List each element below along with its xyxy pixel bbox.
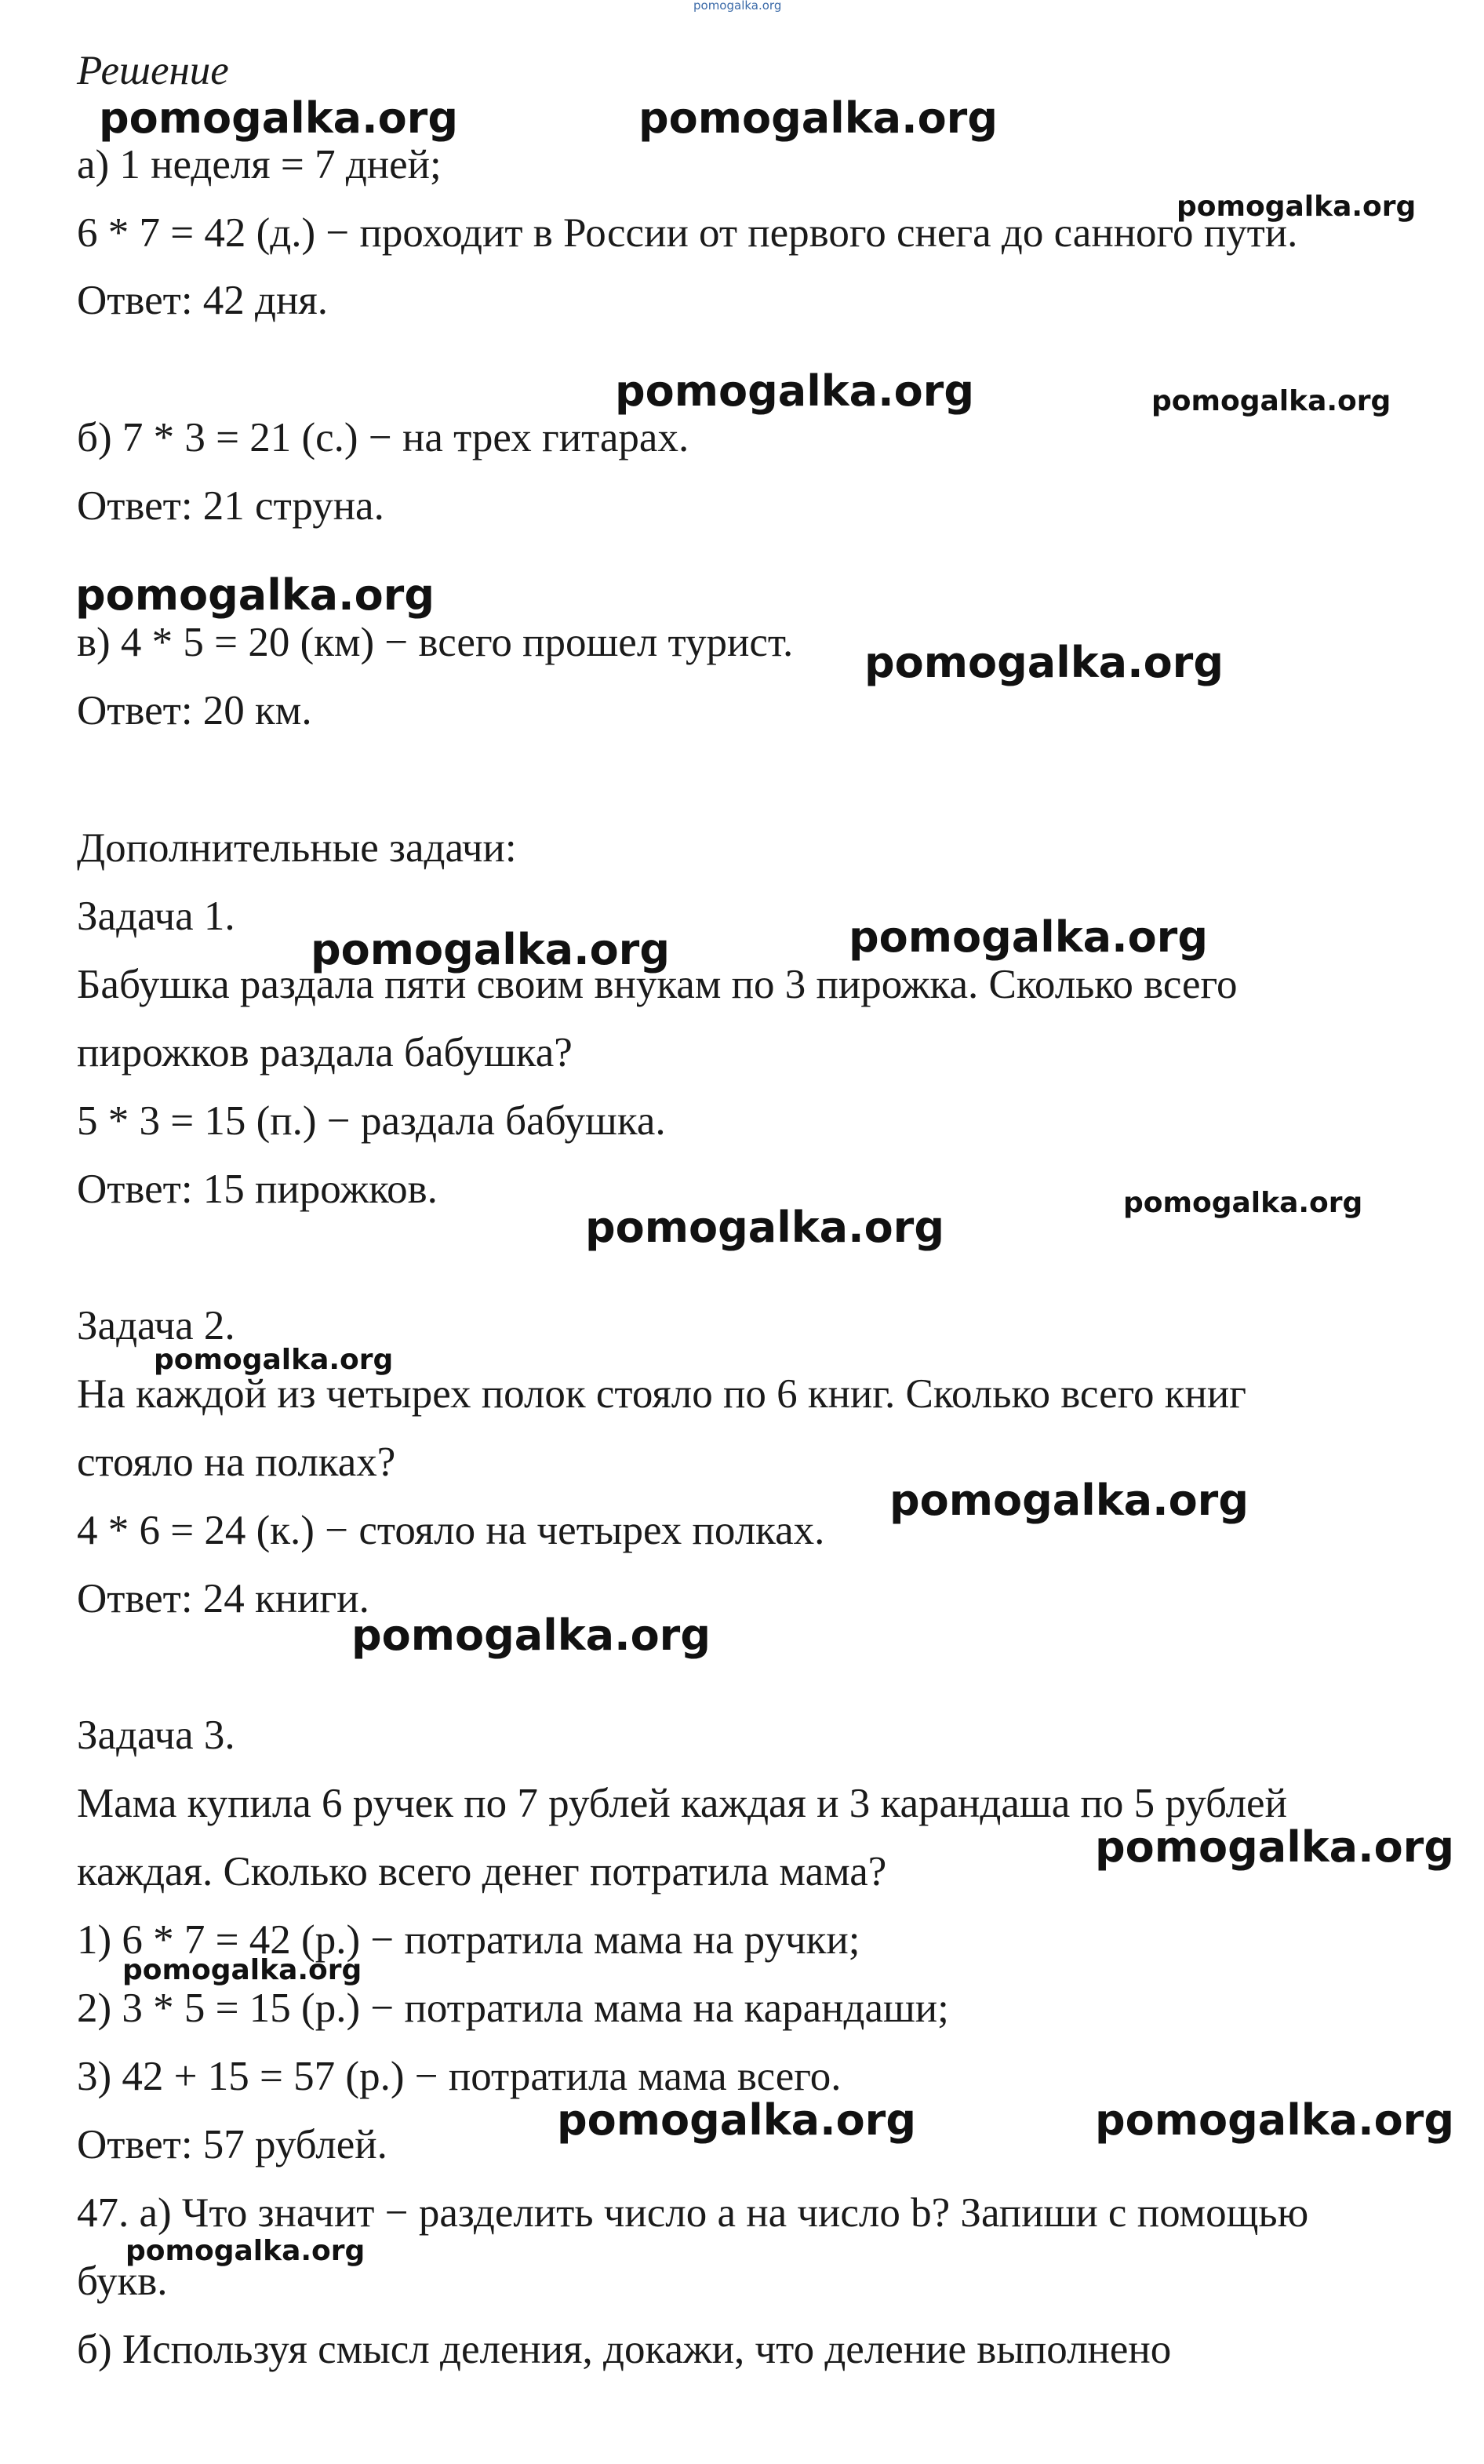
- text-line: 3) 42 + 15 = 57 (р.) − потратила мама всего.: [77, 2054, 842, 2099]
- text-line: 4 * 6 = 24 (к.) − стояло на четырех полках.: [77, 1508, 825, 1553]
- watermark: pomogalka.org: [1151, 385, 1391, 417]
- watermark: pomogalka.org: [125, 2235, 366, 2267]
- watermark: pomogalka.org: [99, 93, 458, 143]
- text-line: каждая. Сколько всего денег потратила мама?: [77, 1849, 887, 1894]
- watermark: pomogalka.org: [1095, 2095, 1454, 2145]
- text-line: б) 7 * 3 = 21 (с.) − на трех гитарах.: [77, 415, 689, 460]
- text-line: пирожков раздала бабушка?: [77, 1030, 573, 1075]
- task-title: Задача 1.: [77, 894, 235, 939]
- text-line: Ответ: 20 км.: [77, 688, 312, 733]
- text-line: стояло на полках?: [77, 1439, 396, 1485]
- text-line: Ответ: 57 рублей.: [77, 2122, 387, 2167]
- text-line: 2) 3 * 5 = 15 (р.) − потратила мама на карандаши;: [77, 1985, 949, 2031]
- text-line: Ответ: 15 пирожков.: [77, 1166, 438, 1212]
- watermark: pomogalka.org: [1095, 1822, 1454, 1872]
- watermark: pomogalka.org: [351, 1611, 711, 1660]
- watermark: pomogalka.org: [864, 638, 1224, 687]
- section-heading: Дополнительные задачи:: [77, 825, 517, 871]
- top-watermark: pomogalka.org: [693, 0, 782, 13]
- text-line: б) Используя смысл деления, докажи, что деление выполнено: [77, 2327, 1172, 2372]
- watermark: pomogalka.org: [154, 1344, 394, 1376]
- task-title: Задача 3.: [77, 1712, 235, 1758]
- watermark: pomogalka.org: [75, 570, 435, 620]
- watermark: pomogalka.org: [557, 2095, 916, 2145]
- watermark: pomogalka.org: [122, 1954, 362, 1986]
- text-line: 47. а) Что значит − разделить число a на число b? Запиши с помощью: [77, 2190, 1309, 2236]
- watermark: pomogalka.org: [849, 912, 1208, 962]
- text-line: Ответ: 21 струна.: [77, 483, 384, 529]
- solution-heading: Решение: [77, 48, 229, 93]
- watermark: pomogalka.org: [585, 1203, 944, 1252]
- text-line: Бабушка раздала пяти своим внукам по 3 пирожка. Сколько всего: [77, 962, 1238, 1007]
- text-line: 6 * 7 = 42 (д.) − проходит в России от первого снега до санного пути.: [77, 210, 1298, 256]
- watermark: pomogalka.org: [311, 925, 670, 974]
- watermark: pomogalka.org: [1123, 1187, 1363, 1219]
- task-title: Задача 2.: [77, 1303, 235, 1348]
- text-line: 1) 6 * 7 = 42 (р.) − потратила мама на ручки;: [77, 1917, 860, 1963]
- text-line: На каждой из четырех полок стояло по 6 книг. Сколько всего книг: [77, 1371, 1246, 1417]
- watermark: pomogalka.org: [615, 366, 974, 416]
- text-line: Ответ: 42 дня.: [77, 278, 329, 323]
- watermark: pomogalka.org: [889, 1476, 1249, 1525]
- watermark: pomogalka.org: [638, 93, 998, 143]
- text-line: а) 1 неделя = 7 дней;: [77, 142, 442, 187]
- text-line: Ответ: 24 книги.: [77, 1576, 369, 1621]
- text-line: букв.: [77, 2258, 168, 2304]
- text-line: Мама купила 6 ручек по 7 рублей каждая и 3 карандаша по 5 рублей: [77, 1781, 1287, 1826]
- text-line: 5 * 3 = 15 (п.) − раздала бабушка.: [77, 1098, 666, 1144]
- watermark: pomogalka.org: [1177, 191, 1417, 223]
- text-line: в) 4 * 5 = 20 (км) − всего прошел турист.: [77, 620, 794, 665]
